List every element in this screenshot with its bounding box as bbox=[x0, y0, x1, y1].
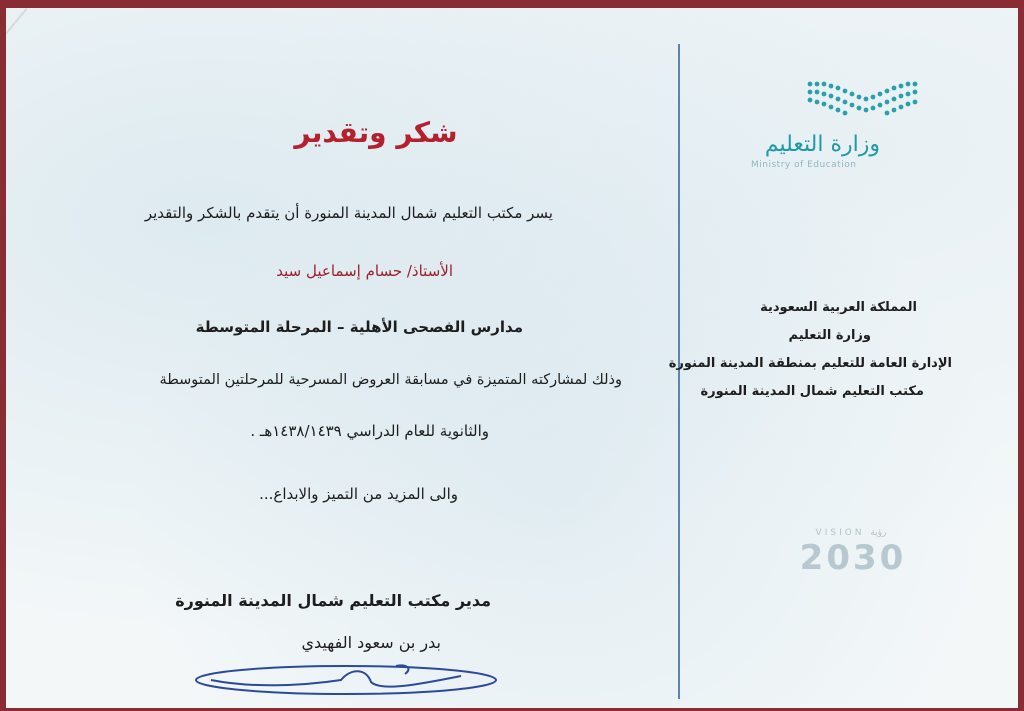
ministry-logo-english: Ministry of Education bbox=[751, 160, 857, 170]
header-line-kingdom: المملكة العربية السعودية bbox=[760, 300, 917, 315]
closing-wish: والى المزيد من التميز والابداع... bbox=[259, 485, 458, 503]
signatory-name: بدر بن سعود الفهيدي bbox=[301, 633, 441, 652]
body-line-1: وذلك لمشاركته المتميزة في مسابقة العروض المسرحية للمرحلتين المتوسطة bbox=[159, 372, 622, 388]
ministry-logo-name: وزارة التعليم bbox=[764, 132, 880, 157]
signatory-role: مدير مكتب التعليم شمال المدينة المنورة bbox=[175, 591, 491, 610]
body-line-2: والثانوية للعام الدراسي ١٤٣٨/١٤٣٩هـ . bbox=[250, 422, 489, 440]
ministry-logo-icon bbox=[806, 78, 926, 120]
certificate-sheet bbox=[6, 8, 1018, 708]
header-line-directorate: الإدارة العامة للتعليم بمنطقة المدينة المنورة bbox=[668, 356, 952, 371]
vision-2030-logo: 2030 bbox=[799, 538, 907, 578]
recipient-name: الأستاذ/ حسام إسماعيل سيد bbox=[276, 262, 453, 280]
panel-divider bbox=[678, 44, 680, 699]
vision-label: VISION رؤية bbox=[815, 528, 887, 538]
paper-crease bbox=[6, 8, 28, 132]
intro-line: يسر مكتب التعليم شمال المدينة المنورة أن يتقدم بالشكر والتقدير bbox=[144, 204, 553, 222]
certificate-title: شكر وتقدير bbox=[294, 116, 458, 149]
header-line-office: مكتب التعليم شمال المدينة المنورة bbox=[700, 384, 924, 399]
header-line-ministry: وزارة التعليم bbox=[788, 328, 871, 343]
signature-scribble bbox=[191, 658, 501, 698]
school-name: مدارس الفصحى الأهلية – المرحلة المتوسطة bbox=[195, 318, 523, 336]
